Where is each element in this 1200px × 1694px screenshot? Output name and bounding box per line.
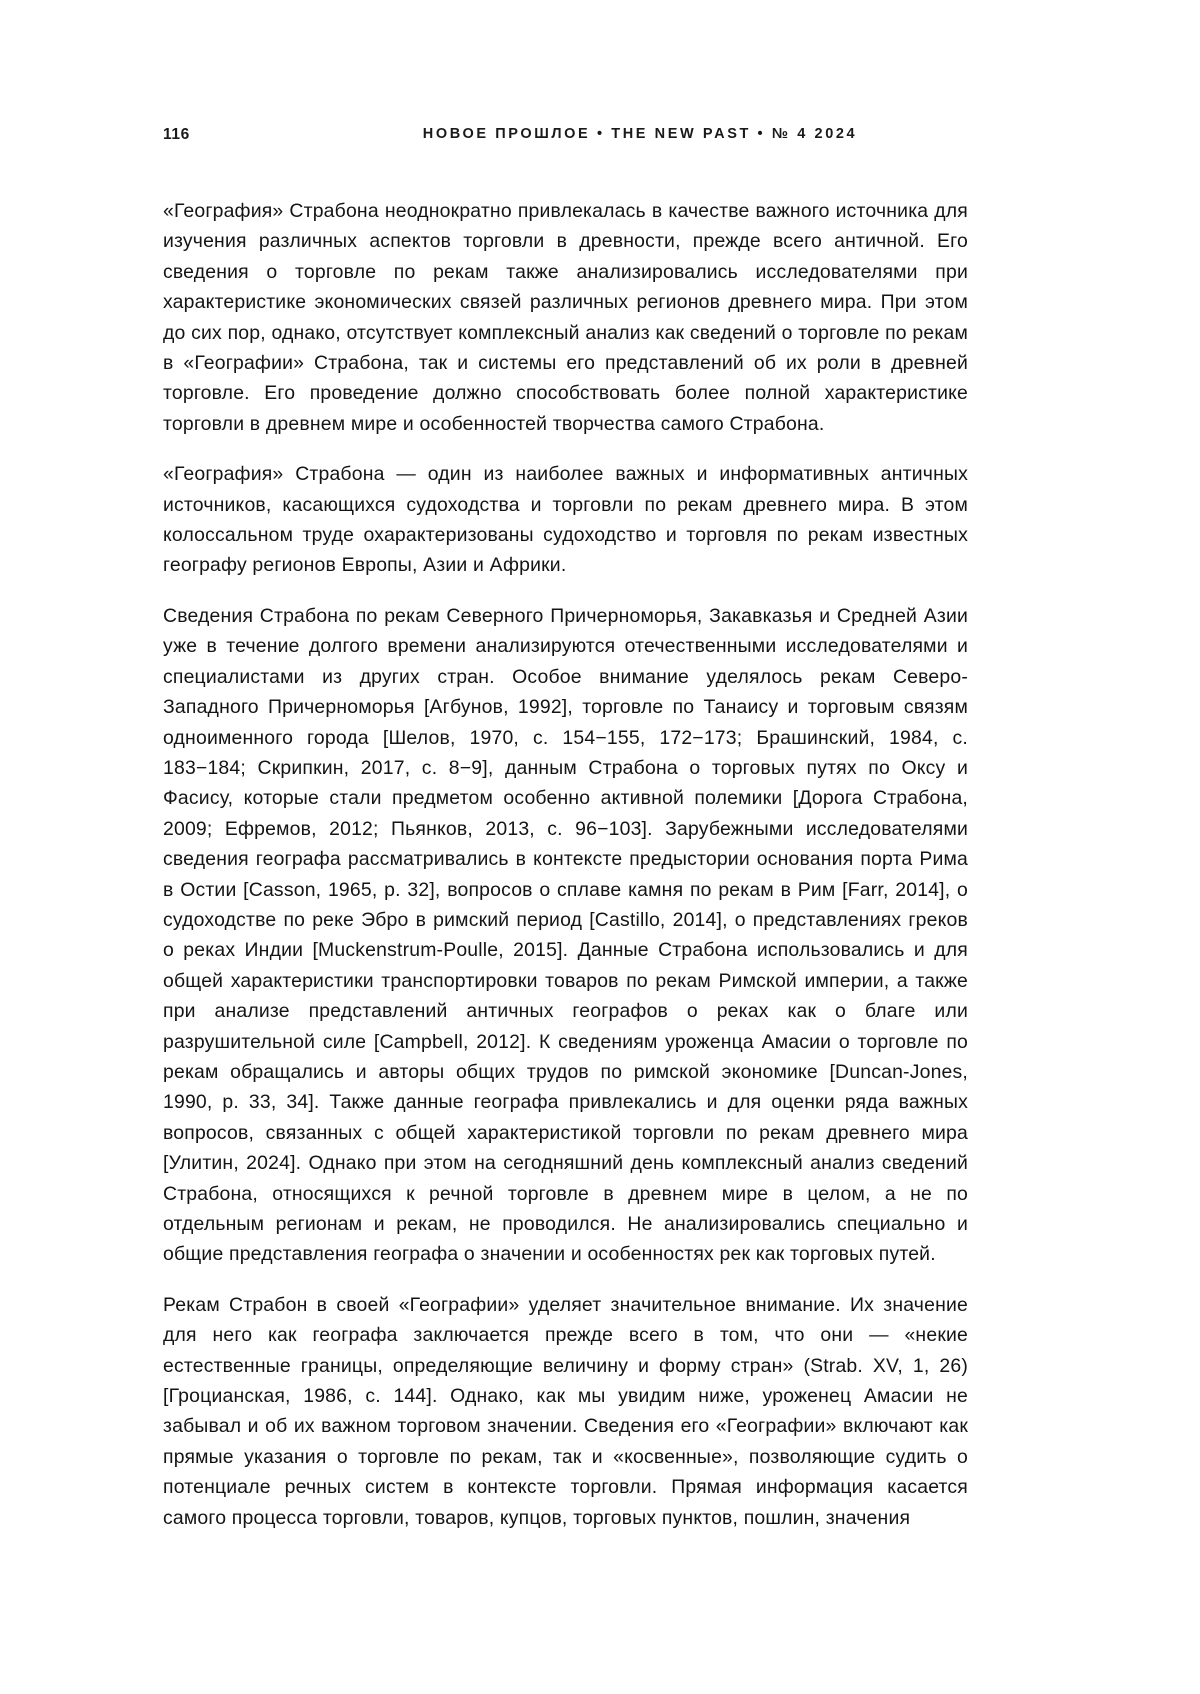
- paragraph: Сведения Страбона по рекам Северного Причерноморья, Закавказья и Средней Азии уже в течение долгого времени анализируются отечественными исследователями и специалистами из других стран. Особое внимание уделялось рекам Северо-Западного Причерноморья [Агбунов, 1992], торговле по Танаису и торговым связям одноименного города [Шелов, 1970, с. 154−155, 172−173; Брашинский, 1984, с. 183−184; Скрипкин, 2017, с. 8−9], данным Страбона о торговых путях по Оксу и Фасису, которые стали предметом особенно активной полемики [Дорога Страбона, 2009; Ефремов, 2012; Пьянков, 2013, с. 96−103]. Зарубежными исследователями сведения географа рассматривались в контексте предыстории основания порта Рима в Остии [Casson, 1965, p. 32], вопросов о сплаве камня по рекам в Рим [Farr, 2014], о судоходстве по реке Эбро в римский период [Castillo, 2014], о представлениях греков о реках Индии [Muckenstrum-Poulle, 2015]. Данные Страбона использовались и для общей характеристики транспортировки товаров по рекам Римской империи, а также при анализе представлений античных географов о реках как о благе или разрушительной силе [Campbell, 2012]. К сведениям уроженца Амасии о торговле по рекам обращались и авторы общих трудов по римской экономике [Duncan-Jones, 1990, p. 33, 34]. Также данные географа привлекались и для оценки ряда важных вопросов, связанных с общей характеристикой торговли по рекам древнего мира [Улитин, 2024]. Однако при этом на сегодняшний день комплексный анализ сведений Страбона, относящихся к речной торговле в древнем мире в целом, а не по отдельным регионам и рекам, не проводился. Не анализировались специально и общие представления географа о значении и особенностях рек как торговых путей.: [163, 604, 968, 1266]
- paragraph: «География» Страбона неоднократно привлекалась в качестве важного источника для изучения различных аспектов торговли в древности, прежде всего античной. Его сведения о торговле по рекам также анализировались исследователями при характеристике экономических связей различных регионов древнего мира. При этом до сих пор, однако, отсутствует комплексный анализ как сведений о торговле по рекам в «Географии» Страбона, так и системы его представлений об их роли в древней торговле. Его проведение должно способствовать более полной характеристике торговли в древнем мире и особенностей творчества самого Страбона.: [163, 200, 968, 435]
- paragraph: «География» Страбона — один из наиболее важных и информативных античных источников, касающихся судоходства и торговли по рекам древнего мира. В этом колоссальном труде охарактеризованы судоходство и торговля по рекам известных географу регионов Европы, Азии и Африки.: [163, 463, 968, 577]
- running-head: [0, 126, 1200, 146]
- journal-title-line: НОВОЕ ПРОШЛОЕ • THE NEW PAST • № 4 2024: [422, 126, 858, 142]
- paragraph: Рекам Страбон в своей «Географии» уделяет значительное внимание. Их значение для него как географа заключается прежде всего в том, что они — «некие естественные границы, определяющие величину и форму стран» (Strab. XV, 1, 26) [Гроцианская, 1986, с. 144]. Однако, как мы увидим ниже, уроженец Амасии не забывал и об их важном торговом значении. Сведения его «Географии» включают как прямые указания о торговле по рекам, так и «косвенные», позволяющие судить о потенциале речных систем в контексте торговли. Прямая информация касается самого процесса торговли, товаров, купцов, торговых пунктов, пошлин, значения: [163, 1293, 968, 1529]
- page-number: 116: [163, 126, 190, 143]
- body-text-column: [163, 196, 968, 1533]
